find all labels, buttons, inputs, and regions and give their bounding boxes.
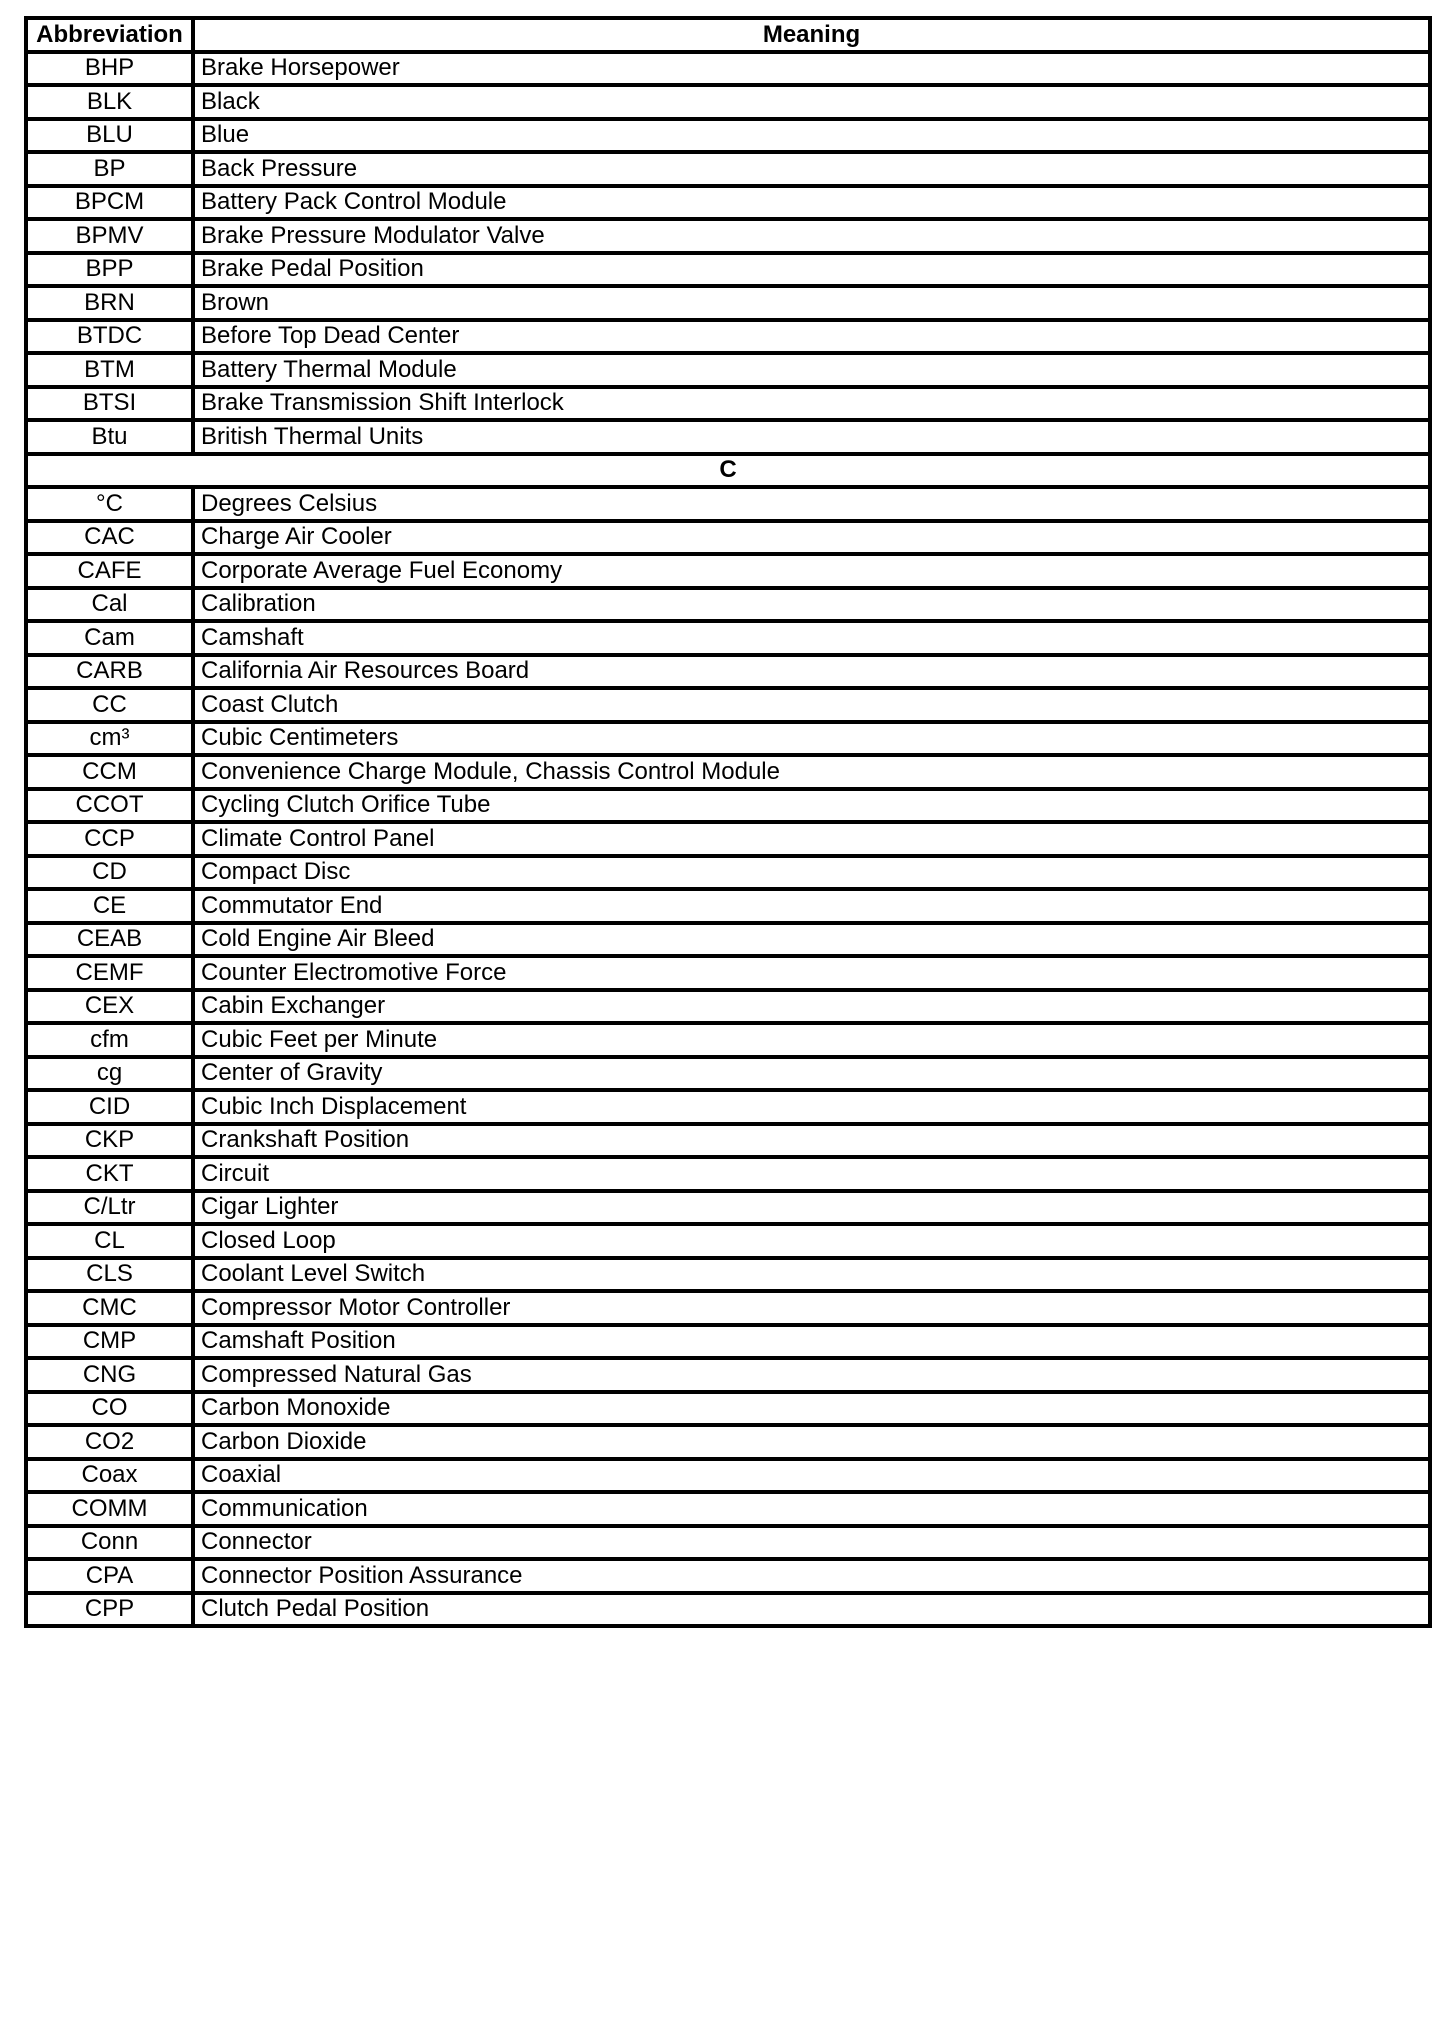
abbreviation-cell: CCM [26,755,193,789]
abbreviation-cell: CAC [26,521,193,555]
table-row [26,521,1430,555]
abbreviation-cell: CCOT [26,789,193,823]
meaning-cell: Climate Control Panel [193,822,1430,856]
abbreviation-cell: BTM [26,353,193,387]
meaning-cell: Compact Disc [193,856,1430,890]
abbreviation-cell: CARB [26,655,193,689]
meaning-cell: Brown [193,286,1430,320]
table-row [26,1191,1430,1225]
abbreviation-cell: CID [26,1090,193,1124]
abbreviation-cell: BPCM [26,186,193,220]
table-row [26,856,1430,890]
table-row [26,1023,1430,1057]
section-row [26,454,1430,488]
table-row [26,621,1430,655]
abbreviation-cell: °C [26,487,193,521]
table-row [26,1492,1430,1526]
table-row [26,1526,1430,1560]
table-row [26,1124,1430,1158]
meaning-cell: Brake Transmission Shift Interlock [193,387,1430,421]
abbreviation-cell: CL [26,1224,193,1258]
table-row [26,119,1430,153]
table-row [26,1325,1430,1359]
meaning-cell: Coast Clutch [193,688,1430,722]
meaning-cell: Commutator End [193,889,1430,923]
meaning-cell: Connector Position Assurance [193,1559,1430,1593]
table-row [26,588,1430,622]
abbreviation-cell: CNG [26,1358,193,1392]
abbreviation-cell: BP [26,152,193,186]
table-row [26,1224,1430,1258]
meaning-cell: Coaxial [193,1459,1430,1493]
table-row [26,1459,1430,1493]
meaning-cell: Compressor Motor Controller [193,1291,1430,1325]
meaning-cell: Cubic Inch Displacement [193,1090,1430,1124]
table-row [26,487,1430,521]
table-row [26,1425,1430,1459]
abbreviation-cell: CD [26,856,193,890]
abbreviation-cell: CPP [26,1593,193,1627]
section-heading: C [26,454,1430,488]
meaning-cell: Cold Engine Air Bleed [193,923,1430,957]
abbreviation-cell: BRN [26,286,193,320]
meaning-cell: Battery Thermal Module [193,353,1430,387]
meaning-cell: Coolant Level Switch [193,1258,1430,1292]
abbreviation-cell: BTDC [26,320,193,354]
meaning-cell: Blue [193,119,1430,153]
table-row [26,387,1430,421]
meaning-cell: Brake Pressure Modulator Valve [193,219,1430,253]
meaning-column-header: Meaning [193,18,1430,52]
table-row [26,1258,1430,1292]
abbreviation-cell: CCP [26,822,193,856]
table-row [26,286,1430,320]
abbreviation-cell: CPA [26,1559,193,1593]
table-row [26,353,1430,387]
meaning-cell: Convenience Charge Module, Chassis Control Module [193,755,1430,789]
table-row [26,722,1430,756]
abbreviation-cell: BHP [26,52,193,86]
abbreviation-cell: Cam [26,621,193,655]
meaning-cell: Brake Pedal Position [193,253,1430,287]
table-row [26,1291,1430,1325]
table-header [26,18,1430,52]
meaning-cell: Cabin Exchanger [193,990,1430,1024]
meaning-cell: Battery Pack Control Module [193,186,1430,220]
table-row [26,688,1430,722]
meaning-cell: Connector [193,1526,1430,1560]
meaning-cell: Camshaft Position [193,1325,1430,1359]
table-row [26,1593,1430,1627]
meaning-cell: California Air Resources Board [193,655,1430,689]
table-row [26,1157,1430,1191]
meaning-cell: Brake Horsepower [193,52,1430,86]
table-row [26,923,1430,957]
abbreviation-cell: CMC [26,1291,193,1325]
meaning-cell: Black [193,85,1430,119]
meaning-cell: Crankshaft Position [193,1124,1430,1158]
abbreviation-cell: cfm [26,1023,193,1057]
table-row [26,1057,1430,1091]
meaning-cell: Calibration [193,588,1430,622]
table-row [26,186,1430,220]
meaning-cell: Degrees Celsius [193,487,1430,521]
table-row [26,152,1430,186]
abbreviation-cell: CO2 [26,1425,193,1459]
abbreviation-cell: C/Ltr [26,1191,193,1225]
meaning-cell: Center of Gravity [193,1057,1430,1091]
table-row [26,755,1430,789]
meaning-cell: Circuit [193,1157,1430,1191]
abbreviation-cell: Coax [26,1459,193,1493]
abbreviation-cell: Btu [26,420,193,454]
abbreviation-cell: cg [26,1057,193,1091]
meaning-cell: Carbon Dioxide [193,1425,1430,1459]
meaning-cell: Corporate Average Fuel Economy [193,554,1430,588]
abbreviation-cell: Cal [26,588,193,622]
abbreviation-cell: CEMF [26,956,193,990]
abbreviation-cell: BPMV [26,219,193,253]
table-row [26,52,1430,86]
meaning-cell: Cubic Centimeters [193,722,1430,756]
meaning-cell: Clutch Pedal Position [193,1593,1430,1627]
abbreviation-cell: CC [26,688,193,722]
table-row [26,554,1430,588]
meaning-cell: Camshaft [193,621,1430,655]
abbreviation-cell: CEAB [26,923,193,957]
abbreviation-column-header: Abbreviation [26,18,193,52]
meaning-cell: Communication [193,1492,1430,1526]
abbreviation-cell: CKP [26,1124,193,1158]
table-row [26,1559,1430,1593]
meaning-cell: Carbon Monoxide [193,1392,1430,1426]
abbreviations-table [24,16,1432,1628]
meaning-cell: Cubic Feet per Minute [193,1023,1430,1057]
meaning-cell: Before Top Dead Center [193,320,1430,354]
abbreviation-cell: CEX [26,990,193,1024]
table-row [26,320,1430,354]
abbreviation-cell: BTSI [26,387,193,421]
table-row [26,1358,1430,1392]
table-row [26,822,1430,856]
table-body [26,52,1430,1627]
table-row [26,253,1430,287]
meaning-cell: Closed Loop [193,1224,1430,1258]
table-row [26,85,1430,119]
abbreviation-cell: CE [26,889,193,923]
abbreviation-cell: BPP [26,253,193,287]
meaning-cell: Cigar Lighter [193,1191,1430,1225]
table-row [26,219,1430,253]
meaning-cell: Compressed Natural Gas [193,1358,1430,1392]
table-row [26,956,1430,990]
abbreviation-cell: CAFE [26,554,193,588]
table-row [26,990,1430,1024]
table-row [26,889,1430,923]
table-row [26,420,1430,454]
abbreviation-cell: CMP [26,1325,193,1359]
abbreviation-cell: BLK [26,85,193,119]
abbreviation-cell: COMM [26,1492,193,1526]
abbreviation-cell: cm³ [26,722,193,756]
table-row [26,1090,1430,1124]
table-row [26,655,1430,689]
table-row [26,789,1430,823]
abbreviation-cell: CO [26,1392,193,1426]
abbreviation-cell: Conn [26,1526,193,1560]
abbreviation-cell: BLU [26,119,193,153]
table-row [26,1392,1430,1426]
header-row [26,18,1430,52]
meaning-cell: British Thermal Units [193,420,1430,454]
abbreviation-cell: CKT [26,1157,193,1191]
meaning-cell: Counter Electromotive Force [193,956,1430,990]
meaning-cell: Cycling Clutch Orifice Tube [193,789,1430,823]
meaning-cell: Charge Air Cooler [193,521,1430,555]
abbreviation-cell: CLS [26,1258,193,1292]
meaning-cell: Back Pressure [193,152,1430,186]
